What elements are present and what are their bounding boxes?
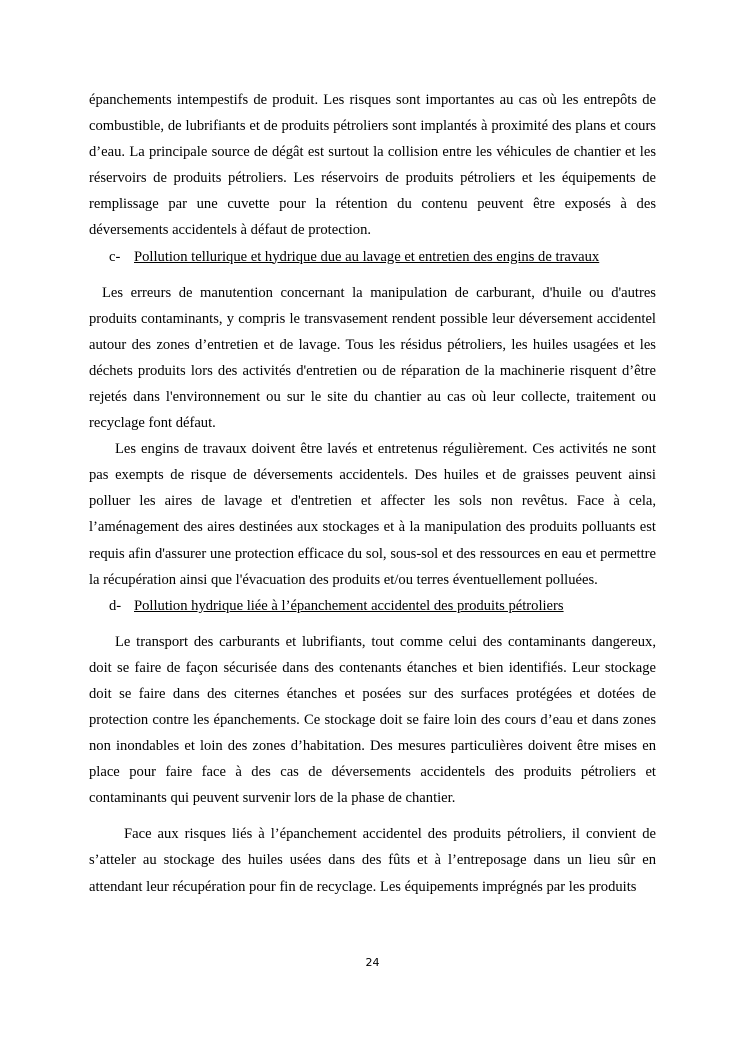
section-heading-c [109, 244, 656, 270]
body-text [89, 87, 656, 900]
section-title: Pollution hydrique liée à l’épanchement accidentel des produits pétroliers [134, 597, 564, 614]
section-title: Pollution tellurique et hydrique due au lavage et entretien des engins de travaux [134, 248, 600, 265]
paragraph: Les engins de travaux doivent être lavés et entretenus régulièrement. Ces activités ne sont pas exempts de risque de déversements accidentels. Des huiles et de graisses peuvent ainsi polluer les aires de lavage et d'entretien et affecter les sols non revêtus. Face à cela, l’aménagement des aires destinées aux stockages et à la manipulation des produits polluants est requis afin d'assurer une protection efficace du sol, sous-sol et des ressources en eau et permettre la récupération ainsi que l'évacuation des produits et/ou terres éventuellement polluées. [89, 441, 656, 588]
section-letter: c- [109, 248, 121, 265]
section-letter: d- [109, 597, 122, 614]
page-number: 24 [365, 956, 380, 969]
paragraph-intro: épanchements intempestifs de produit. Les risques sont importantes au cas où les entrepôts de combustible, de lubrifiants et de produits pétroliers sont implantés à proximité des plans et cours d’eau. La principale source de dégât est surtout la collision entre les véhicules de chantier et les réservoirs de produits pétroliers. Les réservoirs de produits pétroliers et les équipements de remplissage par une cuvette pour la rétention du contenu peuvent être exposés à des déversements accidentels à défaut de protection. [89, 92, 656, 239]
paragraph: Face aux risques liés à l’épanchement accidentel des produits pétroliers, il convient de s’atteler au stockage des huiles usées dans des fûts et à l’entreposage dans un lieu sûr en attendant leur récupération pour fin de recyclage. Les équipements imprégnés par les produits [89, 826, 656, 895]
section-heading-d [109, 593, 656, 619]
paragraph: Le transport des carburants et lubrifiants, tout comme celui des contaminants dangereux, doit se faire de façon sécurisée dans des contenants étanches et bien identifiés. Leur stockage doit se faire dans des citernes étanches et posées sur des surfaces protégées et dotées de protection contre les épanchements. Ce stockage doit se faire loin des cours d’eau et dans zones non inondables et loin des zones d’habitation. Des mesures particulières doivent être mises en place pour faire face à des cas de déversements accidentels des produits pétroliers et contaminants qui peuvent survenir lors de la phase de chantier. [89, 633, 656, 807]
paragraph: Les erreurs de manutention concernant la manipulation de carburant, d'huile ou d'autres produits contaminants, y compris le transvasement rendent possible leur déversement accidentel autour des zones d’entretien et de lavage. Tous les résidus pétroliers, les huiles usagées et les déchets produits lors des activités d'entretien ou de réparation de la machinerie risquent d’être rejetés dans l'environnement ou sur le site du chantier au cas où leur collecte, traitement ou recyclage font défaut. [89, 284, 656, 432]
